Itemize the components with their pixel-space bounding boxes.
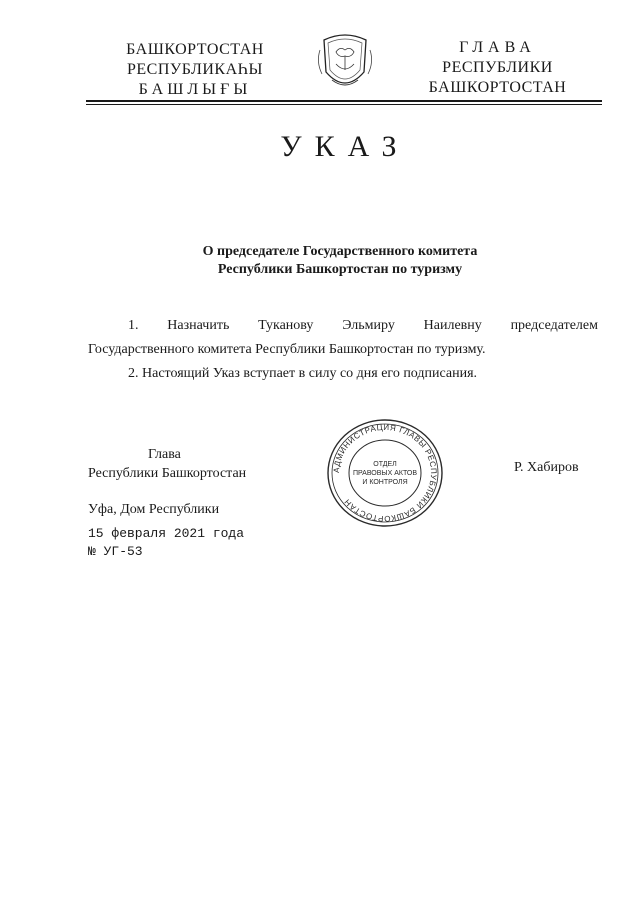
decree-number: № УГ-53: [88, 544, 143, 559]
coat-of-arms-icon: [314, 28, 376, 98]
seal-center-line3: И КОНТРОЛЯ: [362, 479, 408, 486]
official-seal: [326, 418, 444, 528]
header-left-line3: БАШЛЫҒЫ: [138, 81, 252, 98]
header-right-block: [405, 38, 590, 98]
document-title: УКАЗ: [280, 130, 410, 163]
header-right-line2: РЕСПУБЛИКИ: [442, 59, 553, 76]
decree-body: [88, 314, 598, 386]
paragraph-1-line1: 1. Назначить Туканову Эльмиру Наилевну председателем: [128, 318, 598, 333]
paragraph-1-line2: Государственного комитета Республики Башкортостан по туризму.: [88, 342, 486, 357]
issue-date: 15 февраля 2021 года: [88, 526, 245, 541]
signatory-role-line2: Республики Башкортостан: [88, 466, 247, 481]
seal-center-line1: ОТДЕЛ: [373, 461, 397, 468]
signatory-name: Р. Хабиров: [514, 460, 579, 475]
header-divider-thick: [86, 100, 602, 102]
header-right-line3: БАШКОРТОСТАН: [428, 79, 567, 96]
issue-place: Уфа, Дом Республики: [88, 502, 220, 517]
decree-subject: [150, 243, 530, 279]
signatory-role: [88, 445, 288, 483]
seal-center-line2: ПРАВОВЫХ АКТОВ: [352, 470, 418, 477]
header-left-line2: РЕСПУБЛИКАҺЫ: [127, 61, 263, 78]
header-left-line1: БАШКОРТОСТАН: [126, 41, 264, 58]
paragraph-2: 2. Настоящий Указ вступает в силу со дня его подписания.: [128, 366, 478, 381]
subject-line1: О председателе Государственного комитета: [202, 244, 478, 259]
header-right-line1: ГЛАВА: [459, 39, 536, 56]
header-divider-thin: [86, 104, 602, 105]
seal-ring-text: АДМИНИСТРАЦИЯ ГЛАВЫ РЕСПУБЛИКИ БАШКОРТОСТАН: [331, 422, 439, 524]
subject-line2: Республики Башкортостан по туризму: [217, 262, 463, 277]
signatory-role-line1: Глава: [148, 447, 181, 462]
header-left-block: [100, 40, 290, 100]
